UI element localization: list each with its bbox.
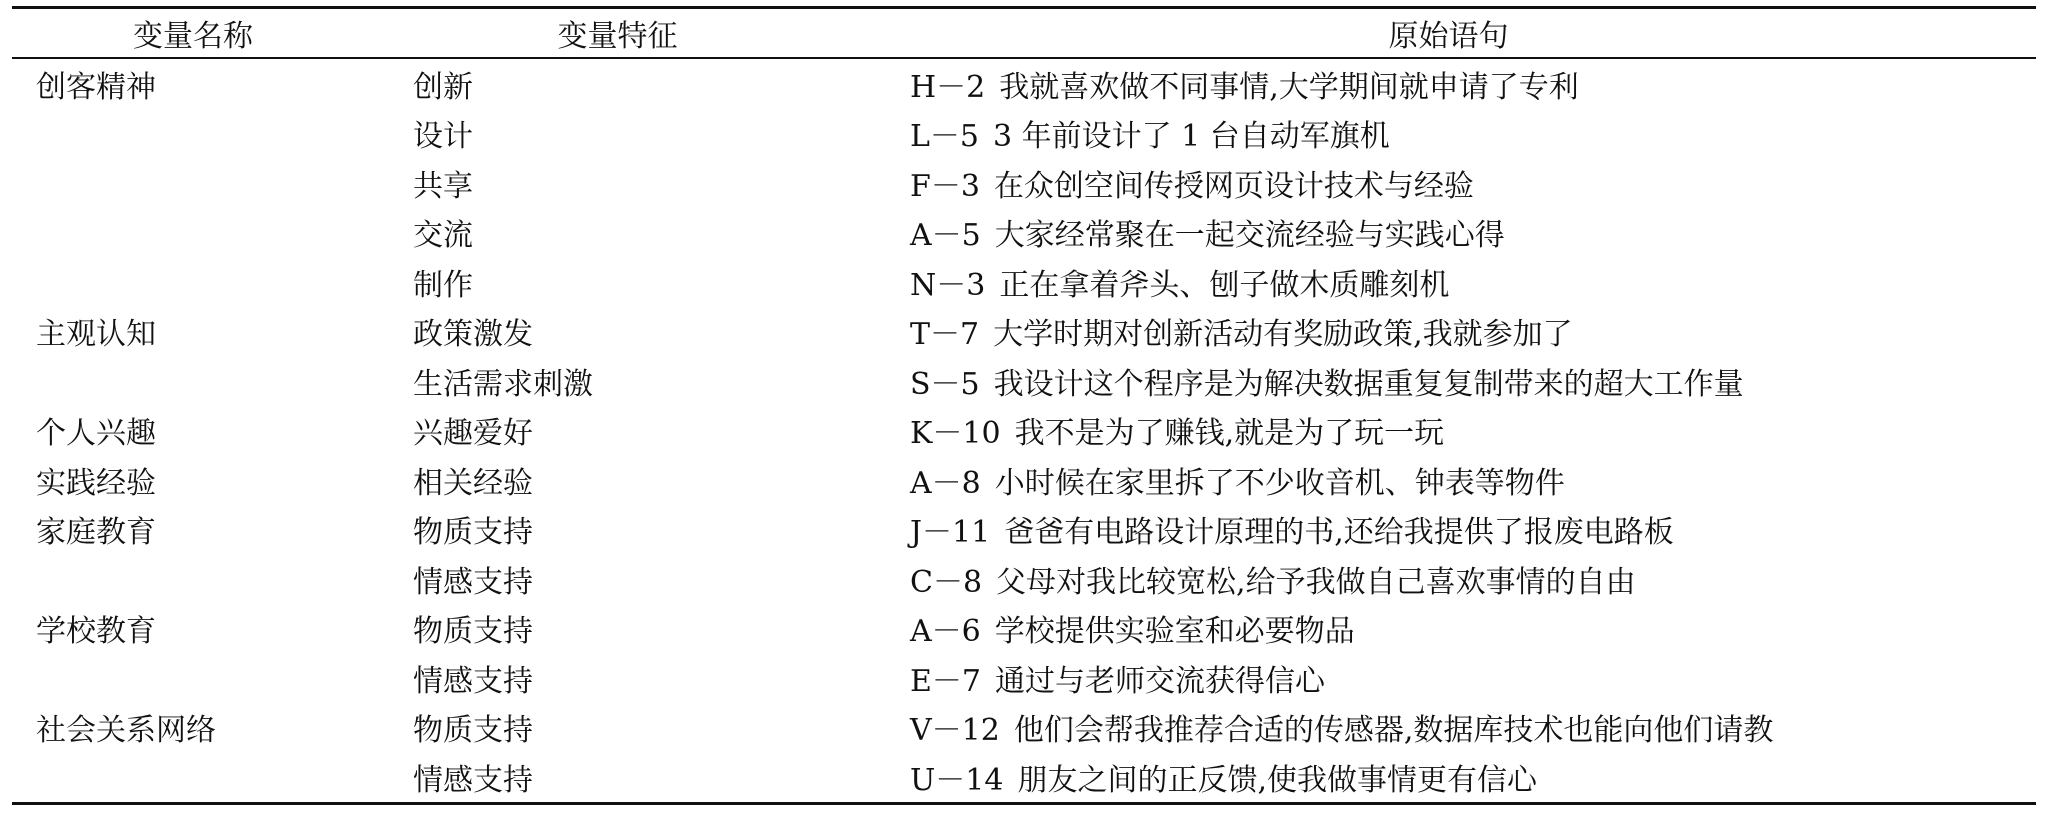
statement-cell — [861, 109, 2036, 159]
statement-text: 3 年前设计了 1 台自动军旗机 — [993, 119, 1390, 155]
variable-name-cell: 主观认知 — [36, 317, 156, 353]
variable-name-cell: 个人兴趣 — [36, 416, 156, 452]
respondent-code: H－2 — [910, 69, 986, 105]
variable-feature-cell: 制作 — [413, 267, 473, 303]
respondent-code: F－3 — [910, 168, 980, 204]
variable-feature-cell: 情感支持 — [413, 762, 533, 798]
variable-name-cell: 实践经验 — [36, 465, 156, 501]
table-header-row — [12, 8, 2036, 59]
variables-table-container — [12, 6, 2036, 805]
variable-feature-cell: 物质支持 — [413, 713, 533, 749]
statement-text: 小时候在家里拆了不少收音机、钟表等物件 — [994, 465, 1565, 501]
table-row — [12, 554, 2036, 604]
variable-feature-cell: 设计 — [413, 119, 473, 155]
statement-text: 在众创空间传授网页设计技术与经验 — [993, 168, 1474, 204]
respondent-code: A－8 — [910, 465, 981, 501]
statement-cell — [861, 604, 2036, 654]
statement-text: 我不是为了赚钱,就是为了玩一玩 — [1014, 416, 1445, 452]
variable-feature-cell: 情感支持 — [413, 663, 533, 699]
variable-name-cell — [12, 208, 374, 258]
respondent-code: A－6 — [910, 614, 981, 650]
variable-name-cell — [12, 109, 374, 159]
variable-feature-cell: 创新 — [413, 69, 473, 105]
statement-cell — [861, 752, 2036, 803]
statement-text: 父母对我比较宽松,给予我做自己喜欢事情的自由 — [996, 564, 1636, 600]
respondent-code: J－11 — [910, 515, 991, 551]
statement-cell — [861, 58, 2036, 109]
respondent-code: V－12 — [910, 713, 1000, 749]
respondent-code: A－5 — [910, 218, 981, 254]
statement-text: 学校提供实验室和必要物品 — [994, 614, 1355, 650]
header-variable-feature: 变量特征 — [557, 19, 678, 54]
variable-name-cell — [12, 257, 374, 307]
variable-name-cell: 家庭教育 — [36, 515, 156, 551]
statement-text: 朋友之间的正反馈,使我做事情更有信心 — [1017, 762, 1538, 798]
respondent-code: N－3 — [910, 267, 986, 303]
table-row — [12, 653, 2036, 703]
variable-name-cell — [12, 158, 374, 208]
respondent-code: K－10 — [910, 416, 1001, 452]
variable-name-cell — [12, 752, 374, 803]
variable-feature-cell: 物质支持 — [413, 614, 533, 650]
table-row — [12, 703, 2036, 753]
statement-cell — [861, 406, 2036, 456]
variable-feature-cell: 兴趣爱好 — [413, 416, 533, 452]
table-row — [12, 158, 2036, 208]
table-row — [12, 604, 2036, 654]
variable-feature-cell: 共享 — [413, 168, 473, 204]
respondent-code: L－5 — [910, 119, 980, 155]
table-row — [12, 58, 2036, 109]
table-row — [12, 455, 2036, 505]
variable-name-cell — [12, 653, 374, 703]
table-row — [12, 406, 2036, 456]
statement-text: 大学时期对创新活动有奖励政策,我就参加了 — [993, 317, 1573, 353]
table-row — [12, 208, 2036, 258]
statement-cell — [861, 703, 2036, 753]
variable-feature-cell: 交流 — [413, 218, 473, 254]
respondent-code: E－7 — [910, 663, 981, 699]
respondent-code: S－5 — [910, 366, 980, 402]
statement-text: 他们会帮我推荐合适的传感器,数据库技术也能向他们请教 — [1013, 713, 1774, 749]
statement-cell — [861, 158, 2036, 208]
variable-feature-cell: 政策激发 — [413, 317, 533, 353]
statement-text: 通过与老师交流获得信心 — [995, 663, 1325, 699]
table-row — [12, 257, 2036, 307]
variables-table — [12, 6, 2036, 805]
table-row — [12, 505, 2036, 555]
header-original-statement: 原始语句 — [1388, 19, 1509, 54]
header-variable-name: 变量名称 — [133, 19, 253, 54]
variable-name-cell — [12, 356, 374, 406]
variable-name-cell: 社会关系网络 — [36, 713, 216, 749]
statement-cell — [861, 505, 2036, 555]
variable-feature-cell: 情感支持 — [413, 564, 533, 600]
variable-feature-cell: 生活需求刺激 — [413, 366, 593, 402]
variable-feature-cell: 物质支持 — [413, 515, 533, 551]
table-row — [12, 109, 2036, 159]
statement-cell — [861, 455, 2036, 505]
statement-text: 大家经常聚在一起交流经验与实践心得 — [994, 218, 1505, 254]
table-row — [12, 307, 2036, 357]
statement-text: 我设计这个程序是为解决数据重复复制带来的超大工作量 — [993, 366, 1744, 402]
statement-cell — [861, 307, 2036, 357]
statement-text: 正在拿着斧头、刨子做木质雕刻机 — [999, 267, 1450, 303]
variable-name-cell: 创客精神 — [36, 69, 156, 105]
statement-cell — [861, 356, 2036, 406]
respondent-code: T－7 — [910, 317, 980, 353]
statement-cell — [861, 554, 2036, 604]
variable-name-cell: 学校教育 — [36, 614, 156, 650]
statement-text: 爸爸有电路设计原理的书,还给我提供了报废电路板 — [1004, 515, 1674, 551]
statement-cell — [861, 653, 2036, 703]
table-row — [12, 356, 2036, 406]
variable-name-cell — [12, 554, 374, 604]
table-row — [12, 752, 2036, 803]
respondent-code: C－8 — [910, 564, 983, 600]
statement-text: 我就喜欢做不同事情,大学期间就申请了专利 — [999, 69, 1579, 105]
statement-cell — [861, 257, 2036, 307]
respondent-code: U－14 — [910, 762, 1004, 798]
variable-feature-cell: 相关经验 — [413, 465, 533, 501]
statement-cell — [861, 208, 2036, 258]
